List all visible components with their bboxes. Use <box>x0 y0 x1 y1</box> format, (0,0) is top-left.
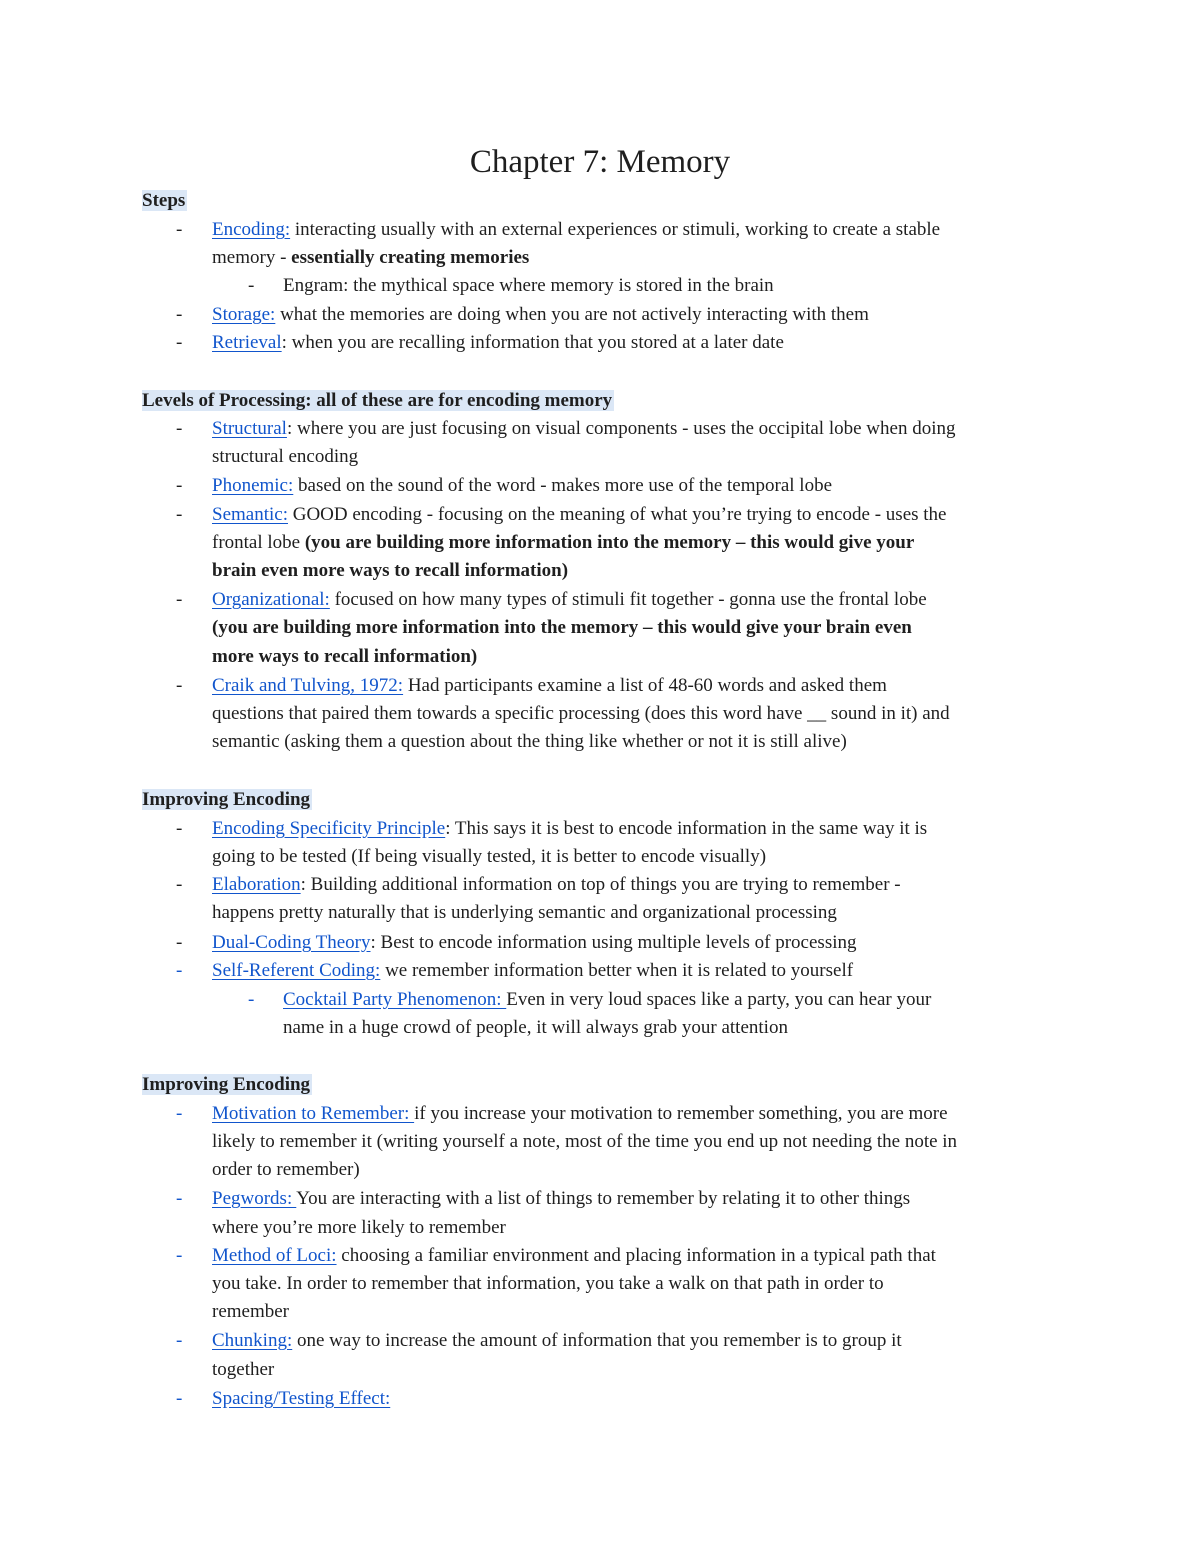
self-referent-link[interactable]: Self-Referent Coding: <box>212 960 381 981</box>
list-item-cocktail-cont: name in a huge crowd of people, it will always grab your attention <box>283 1017 788 1038</box>
craik-tulving-link[interactable]: Craik and Tulving, 1972: <box>212 675 404 696</box>
list-bullet: - <box>176 874 183 895</box>
list-bullet: - <box>176 1188 183 1209</box>
list-item-organizational-cont: (you are building more information into the memory – this would give your brain even <box>212 617 912 638</box>
list-item-pegwords: Pegwords: You are interacting with a list of things to remember by relating it to other things <box>212 1188 911 1209</box>
section-heading-levels: Levels of Processing: all of these are for encoding memory <box>142 390 613 411</box>
list-bullet: - <box>176 1388 183 1409</box>
list-item-encoding: Encoding: interacting usually with an external experiences or stimuli, working to create a stable <box>212 219 941 240</box>
list-item-chunking: Chunking: one way to increase the amount of information that you remember is to group it <box>212 1330 902 1351</box>
list-bullet: - <box>176 504 183 525</box>
list-item-motivation-cont: likely to remember it (writing yourself a note, most of the time you end up not needing the note in <box>212 1131 958 1152</box>
motivation-link[interactable]: Motivation to Remember: <box>212 1103 415 1124</box>
list-item-encoding-cont: memory - essentially creating memories <box>212 247 530 268</box>
list-bullet: - <box>176 818 183 839</box>
list-item-dual-coding: Dual-Coding Theory: Best to encode information using multiple levels of processing <box>212 932 857 953</box>
list-item-craik-cont2: semantic (asking them a question about the thing like whether or not it is still alive) <box>212 731 847 752</box>
list-bullet: - <box>176 1330 183 1351</box>
list-item-phonemic: Phonemic: based on the sound of the word - makes more use of the temporal lobe <box>212 475 832 496</box>
list-bullet: - <box>176 675 183 696</box>
list-item-spacing <box>212 1385 390 1414</box>
structural-link[interactable]: Structural <box>212 418 287 439</box>
chunking-link[interactable]: Chunking: <box>212 1330 293 1351</box>
list-item-semantic-cont2: brain even more ways to recall information) <box>212 560 569 581</box>
list-item-motivation: Motivation to Remember: if you increase your motivation to remember something, you are more <box>212 1103 948 1124</box>
list-item-semantic: Semantic: GOOD encoding - focusing on the meaning of what you’re trying to encode - uses the <box>212 504 947 525</box>
list-item-retrieval: Retrieval: when you are recalling information that you stored at a later date <box>212 332 784 353</box>
list-item-storage: Storage: what the memories are doing when you are not actively interacting with them <box>212 304 869 325</box>
list-item-elaboration-cont: happens pretty naturally that is underlying semantic and organizational processing <box>212 902 837 923</box>
list-item-self-referent: Self-Referent Coding: we remember information better when it is related to yourself <box>212 960 854 981</box>
storage-link[interactable]: Storage: <box>212 304 276 325</box>
list-item-chunking-cont: together <box>212 1359 275 1380</box>
list-item-loci: Method of Loci: choosing a familiar environment and placing information in a typical path that <box>212 1245 936 1266</box>
list-bullet: - <box>176 1103 183 1124</box>
list-bullet: - <box>176 418 183 439</box>
list-item-structural-cont: structural encoding <box>212 446 359 467</box>
list-item-semantic-cont: frontal lobe (you are building more information into the memory – this would give your <box>212 532 915 553</box>
list-bullet: - <box>248 989 255 1010</box>
list-item-engram: Engram: the mythical space where memory is stored in the brain <box>283 275 774 296</box>
spacing-testing-link[interactable]: Spacing/Testing Effect: <box>212 1388 391 1409</box>
list-item-organizational: Organizational: focused on how many types of stimuli fit together - gonna use the frontal lobe <box>212 589 927 610</box>
list-item-pegwords-cont: where you’re more likely to remember <box>212 1217 506 1238</box>
list-bullet: - <box>176 960 183 981</box>
section-heading-steps: Steps <box>142 190 186 211</box>
list-bullet: - <box>176 1245 183 1266</box>
list-bullet: - <box>176 475 183 496</box>
encoding-link[interactable]: Encoding: <box>212 219 291 240</box>
page-title: Chapter 7: Memory <box>469 144 731 180</box>
list-item-specificity: Encoding Specificity Principle: This says it is best to encode information in the same way it is <box>212 818 928 839</box>
retrieval-link[interactable]: Retrieval <box>212 332 282 353</box>
list-item-specificity-cont: going to be tested (If being visually tested, it is better to encode visually) <box>212 846 767 867</box>
list-bullet: - <box>176 304 183 325</box>
phonemic-link[interactable]: Phonemic: <box>212 475 294 496</box>
cocktail-party-link[interactable]: Cocktail Party Phenomenon: <box>283 989 507 1010</box>
list-item-craik: Craik and Tulving, 1972: Had participants examine a list of 48-60 words and asked them <box>212 675 887 696</box>
list-item-loci-cont2: remember <box>212 1301 290 1322</box>
list-bullet: - <box>176 932 183 953</box>
elaboration-link[interactable]: Elaboration <box>212 874 301 895</box>
list-item-motivation-cont2: order to remember) <box>212 1159 360 1180</box>
method-of-loci-link[interactable]: Method of Loci: <box>212 1245 337 1266</box>
section-heading-improving-1: Improving Encoding <box>142 789 311 810</box>
list-bullet: - <box>248 275 255 296</box>
pegwords-link[interactable]: Pegwords: <box>212 1188 297 1209</box>
organizational-link[interactable]: Organizational: <box>212 589 330 610</box>
list-item-elaboration: Elaboration: Building additional information on top of things you are trying to remember - <box>212 874 901 895</box>
list-item-cocktail: Cocktail Party Phenomenon: Even in very loud spaces like a party, you can hear your <box>283 989 932 1010</box>
list-item-loci-cont: you take. In order to remember that information, you take a walk on that path in order to <box>212 1273 884 1294</box>
section-heading-improving-2: Improving Encoding <box>142 1074 311 1095</box>
specificity-link[interactable]: Encoding Specificity Principle <box>212 818 446 839</box>
list-bullet: - <box>176 589 183 610</box>
list-item-craik-cont: questions that paired them towards a specific processing (does this word have __ sound in it) and <box>212 703 950 724</box>
semantic-link[interactable]: Semantic: <box>212 504 288 525</box>
list-item-structural: Structural: where you are just focusing on visual components - uses the occipital lobe when doing <box>212 418 956 439</box>
list-bullet: - <box>176 332 183 353</box>
list-bullet: - <box>176 219 183 240</box>
list-item-organizational-cont2: more ways to recall information) <box>212 646 478 667</box>
dual-coding-link[interactable]: Dual-Coding Theory <box>212 932 371 953</box>
